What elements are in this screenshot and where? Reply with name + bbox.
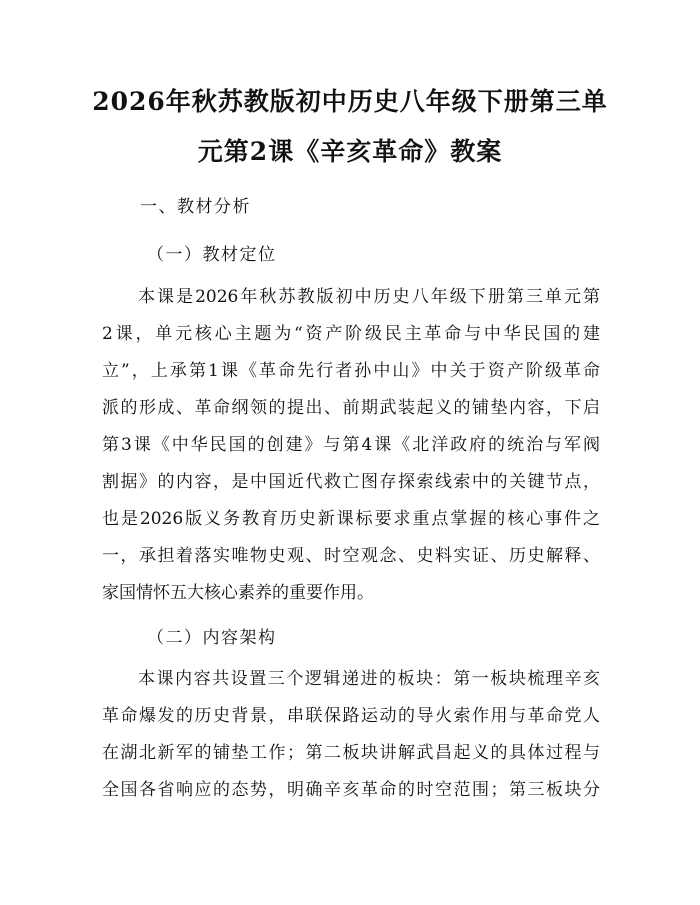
paragraph-line: 本课内容共设置三个逻辑递进的板块：第一板块梳理辛亥 [138,669,600,689]
paragraph-line: 立”，上承第1课《革命先行者孙中山》中关于资产阶级革命 [102,361,600,381]
paragraph-line: 家国情怀五大核心素养的重要作用。 [102,583,374,603]
subsection-heading-positioning: （一）教材定位 [147,245,277,265]
document-title-line-2: 元第2课《辛亥革命》教案 [197,137,503,166]
paragraph-line: 全国各省响应的态势，明确辛亥革命的时空范围；第三板块分 [102,780,600,800]
paragraph-line: 2课，单元核心主题为“资产阶级民主革命与中华民国的建 [102,324,600,344]
paragraph-line: 一，承担着落实唯物史观、时空观念、史料实证、历史解释、 [102,546,600,566]
paragraph-line: 也是2026版义务教育历史新课标要求重点掌握的核心事件之 [102,509,600,529]
document-title-line-1: 2026年秋苏教版初中历史八年级下册第三单 [92,87,608,116]
paragraph-line: 在湖北新军的铺垫工作；第二板块讲解武昌起义的具体过程与 [102,743,600,763]
paragraph-line: 派的形成、革命纲领的提出、前期武装起义的铺垫内容，下启 [102,398,600,418]
paragraph-line: 本课是2026年秋苏教版初中历史八年级下册第三单元第 [138,287,600,307]
paragraph-line: 第3课《中华民国的创建》与第4课《北洋政府的统治与军阀 [102,435,600,455]
paragraph-line: 割据》的内容，是中国近代救亡图存探索线索中的关键节点， [102,472,600,492]
paragraph-line: 革命爆发的历史背景，串联保路运动的导火索作用与革命党人 [102,706,600,726]
subsection-heading-structure: （二）内容架构 [147,628,277,648]
section-heading-textbook-analysis: 一、教材分析 [140,197,251,217]
